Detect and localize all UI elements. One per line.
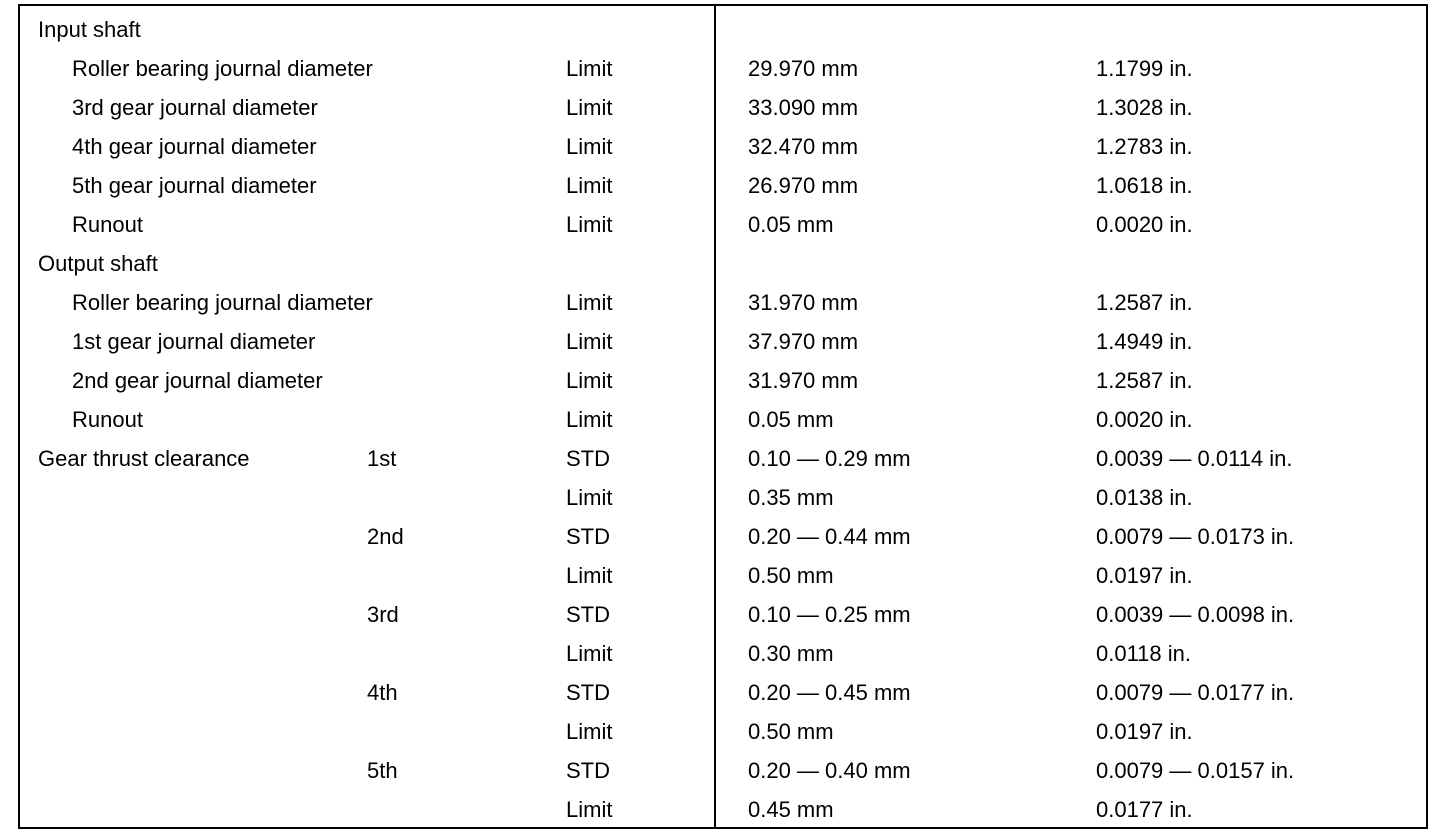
spec-type: Limit [566,56,613,81]
spec-type: Limit [566,641,613,666]
value-in: 0.0118 in. [1096,641,1192,666]
value-in: 1.1799 in. [1096,56,1193,81]
section-heading-gear-thrust-clearance: Gear thrust clearance [38,446,250,471]
gear-label: 4th [367,680,398,705]
table-row [0,478,1456,517]
item-label: 5th gear journal diameter [72,173,317,198]
table-row [0,166,1456,205]
value-mm: 0.20 — 0.44 mm [748,524,911,549]
value-in: 0.0177 in. [1096,797,1193,822]
spec-type: STD [566,602,610,627]
value-mm: 0.05 mm [748,407,834,432]
value-in: 0.0039 — 0.0114 in. [1096,446,1293,471]
value-mm: 0.20 — 0.40 mm [748,758,911,783]
spec-type: Limit [566,797,613,822]
gear-label: 2nd [367,524,404,549]
value-mm: 33.090 mm [748,95,859,120]
table-row [0,790,1456,829]
value-in: 0.0197 in. [1096,563,1193,588]
table-row [0,439,1456,478]
item-label: 3rd gear journal diameter [72,95,318,120]
value-mm: 0.05 mm [748,212,834,237]
value-mm: 0.10 — 0.25 mm [748,602,911,627]
table-row [0,556,1456,595]
gear-label: 1st [367,446,397,471]
value-mm: 29.970 mm [748,56,859,81]
table-row [0,205,1456,244]
value-in: 0.0138 in. [1096,485,1193,510]
table-row [0,673,1456,712]
value-mm: 31.970 mm [748,368,859,393]
value-mm: 26.970 mm [748,173,859,198]
table-row [0,361,1456,400]
table-row [0,751,1456,790]
table-row [0,517,1456,556]
spec-type: Limit [566,485,613,510]
item-label: Roller bearing journal diameter [72,56,373,81]
value-mm: 31.970 mm [748,290,859,315]
spec-type: Limit [566,95,613,120]
value-in: 0.0020 in. [1096,212,1193,237]
value-mm: 0.50 mm [748,719,834,744]
item-label: Runout [72,407,143,432]
spec-type: Limit [566,368,613,393]
value-mm: 0.35 mm [748,485,834,510]
spec-type: Limit [566,563,613,588]
spec-type: STD [566,680,610,705]
value-in: 1.2587 in. [1096,368,1193,393]
table-row [0,244,1456,283]
value-in: 1.0618 in. [1096,173,1193,198]
value-in: 1.4949 in. [1096,329,1193,354]
spec-type: STD [566,524,610,549]
value-in: 0.0039 — 0.0098 in. [1096,602,1295,627]
item-label: 4th gear journal diameter [72,134,317,159]
section-heading-output-shaft: Output shaft [38,251,158,276]
table-row [0,712,1456,751]
spec-type: Limit [566,173,613,198]
table-row [0,634,1456,673]
spec-type: Limit [566,134,613,159]
value-mm: 0.45 mm [748,797,834,822]
table-row [0,400,1456,439]
spec-type: STD [566,446,610,471]
table-row [0,49,1456,88]
gear-label: 3rd [367,602,399,627]
item-label: 1st gear journal diameter [72,329,316,354]
item-label: Roller bearing journal diameter [72,290,373,315]
value-mm: 0.20 — 0.45 mm [748,680,911,705]
value-in: 0.0020 in. [1096,407,1193,432]
section-heading-input-shaft: Input shaft [38,17,141,42]
value-in: 0.0079 — 0.0177 in. [1096,680,1295,705]
item-label: Runout [72,212,143,237]
table-row [0,283,1456,322]
table-row [0,595,1456,634]
value-in: 1.2783 in. [1096,134,1193,159]
value-mm: 37.970 mm [748,329,859,354]
value-mm: 0.50 mm [748,563,834,588]
value-in: 0.0079 — 0.0173 in. [1096,524,1295,549]
value-mm: 32.470 mm [748,134,859,159]
spec-type: Limit [566,407,613,432]
value-in: 0.0197 in. [1096,719,1193,744]
table-row [0,127,1456,166]
spec-type: Limit [566,329,613,354]
value-in: 1.3028 in. [1096,95,1193,120]
spec-type: STD [566,758,610,783]
table-row [0,10,1456,49]
item-label: 2nd gear journal diameter [72,368,323,393]
table-row [0,88,1456,127]
gear-label: 5th [367,758,398,783]
value-in: 0.0079 — 0.0157 in. [1096,758,1295,783]
spec-type: Limit [566,212,613,237]
table-row [0,322,1456,361]
value-in: 1.2587 in. [1096,290,1193,315]
value-mm: 0.10 — 0.29 mm [748,446,911,471]
spec-type: Limit [566,719,613,744]
value-mm: 0.30 mm [748,641,834,666]
spec-type: Limit [566,290,613,315]
